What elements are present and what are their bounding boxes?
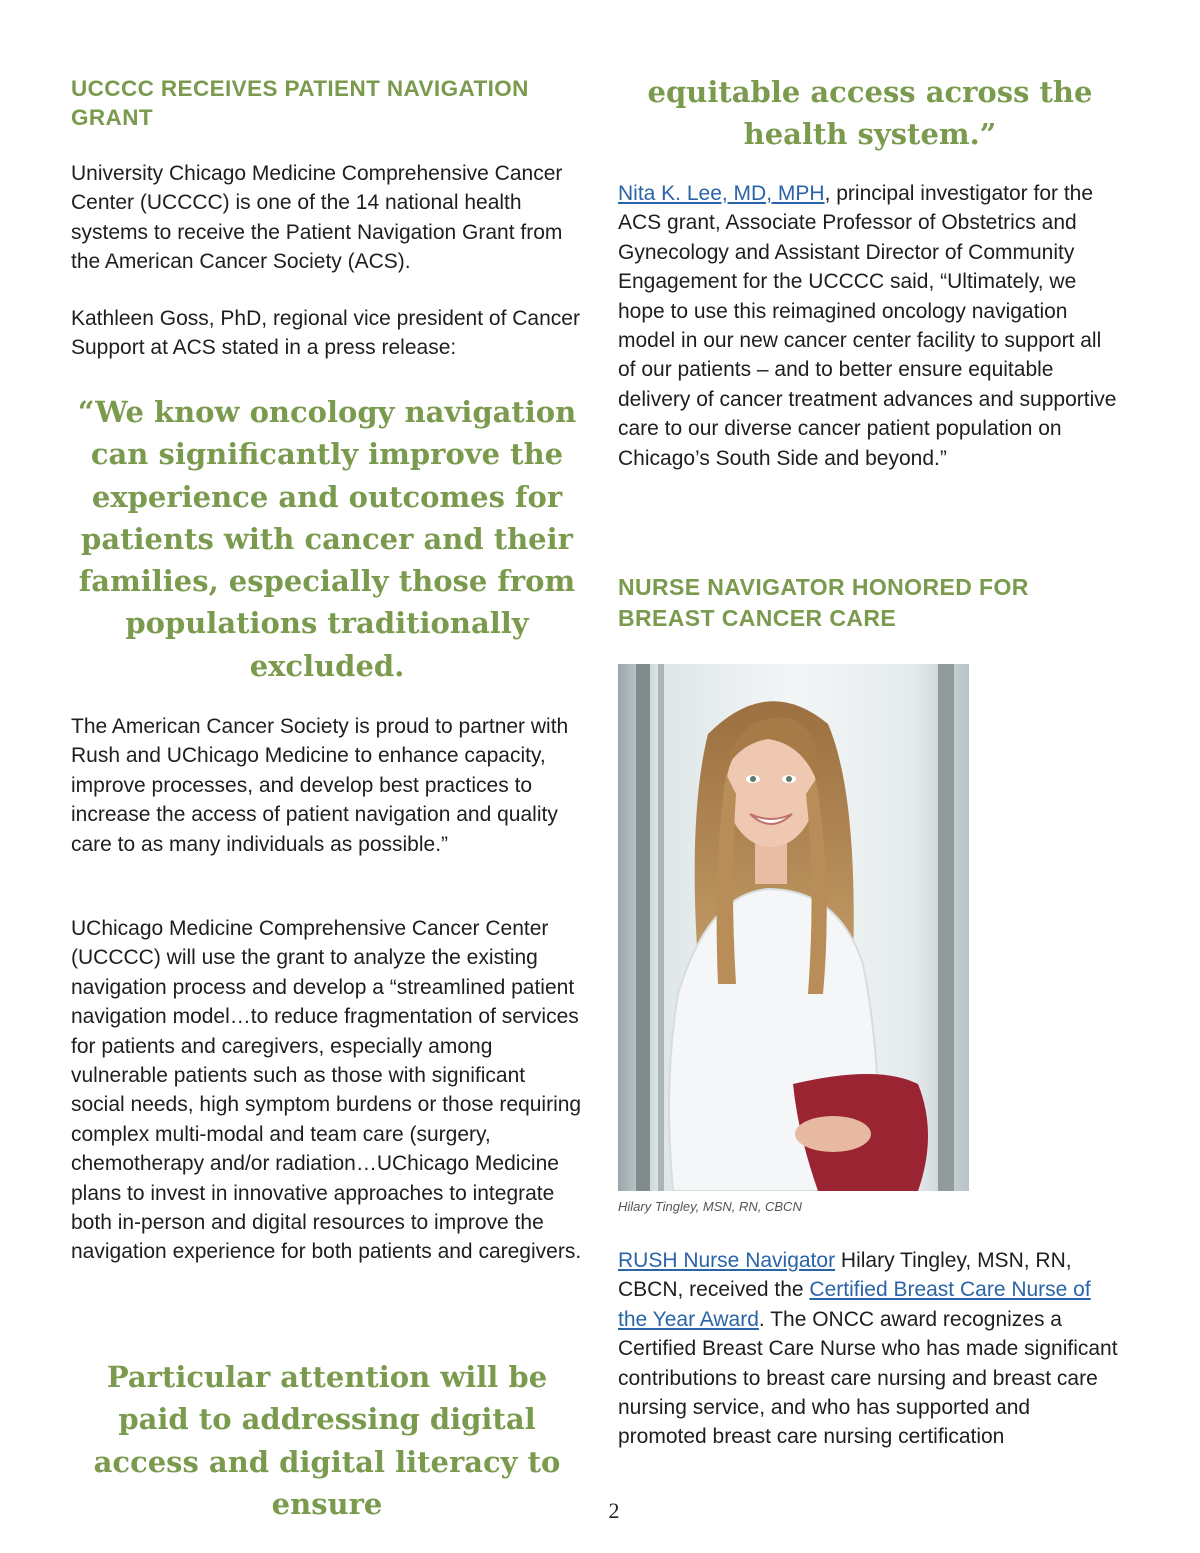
pull-quote-digital-access: Particular attention will be paid to addressing digital access and digital literacy to ensure bbox=[93, 1360, 561, 1521]
section-heading-grant: UCCCC RECEIVES PATIENT NAVIGATION GRANT bbox=[71, 76, 529, 130]
page-number: 2 bbox=[608, 1498, 620, 1523]
breast-care-nurse-award-link[interactable]: Certified Breast Care Nurse of the Year Award bbox=[618, 1278, 1091, 1331]
paragraph-goss-intro: Kathleen Goss, PhD, regional vice president of Cancer Support at ACS stated in a press release: bbox=[71, 307, 580, 360]
paragraph-ucccc-intro: University Chicago Medicine Comprehensive Cancer Center (UCCCC) is one of the 14 national health systems to receive the Patient Navigation Grant from the American Cancer Society (ACS). bbox=[71, 162, 563, 274]
lee-quote-text: , principal investigator for the ACS grant, Associate Professor of Obstetrics and Gynecology and Assistant Director of Community Engagement for the UCCCC said, “Ultimately, we hope to use this reimagined oncology navigation model in our new cancer center facility to support all of our patients – and to better ensure equitable delivery of cancer treatment advances and supportive care to our diverse cancer patient population on Chicago’s South Side and beyond.” bbox=[618, 182, 1117, 470]
award-text-part1: Hilary Tingley, MSN, RN, CBCN, received the bbox=[618, 1249, 1072, 1302]
pull-quote-continued: equitable access across the health system.” bbox=[647, 75, 1093, 152]
section-heading-nurse-navigator: NURSE NAVIGATOR HONORED FOR BREAST CANCER CARE bbox=[618, 574, 1029, 631]
paragraph-lee-quote bbox=[618, 179, 1118, 473]
pull-quote-navigation: “We know oncology navigation can significantly improve the experience and outcomes for patients with cancer and their families, especially those from populations traditionally excluded. bbox=[77, 395, 577, 683]
paragraph-award bbox=[618, 1246, 1118, 1452]
paragraph-acs-partner: The American Cancer Society is proud to partner with Rush and UChicago Medicine to enhance capacity, improve processes, and develop best practices to increase the access of patient navigation and quality care to as many individuals as possible.” bbox=[71, 715, 569, 856]
nurse-portrait-photo bbox=[618, 664, 969, 1191]
photo-caption: Hilary Tingley, MSN, RN, CBCN bbox=[618, 1199, 802, 1214]
nita-lee-link[interactable]: Nita K. Lee, MD, MPH bbox=[618, 182, 825, 205]
award-text-part2: . The ONCC award recognizes a Certified Breast Care Nurse who has made significant contributions to breast care nursing and breast care nursing service, and who has supported and promoted breast care nursing certification bbox=[618, 1307, 1118, 1449]
paragraph-ucccc-plan: UChicago Medicine Comprehensive Cancer Center (UCCCC) will use the grant to analyze the existing navigation process and develop a “streamlined patient navigation model…to reduce fragmentation of services for patients and caregivers, especially among vulnerable patients such as those with significant social needs, high symptom burdens or those requiring complex multi-modal and team care (surgery, chemotherapy and/or radiation…UChicago Medicine plans to invest in innovative approaches to integrate both in-person and digital resources to improve the navigation experience for both patients and caregivers. bbox=[71, 917, 582, 1264]
rush-nurse-navigator-link[interactable]: RUSH Nurse Navigator bbox=[618, 1249, 836, 1272]
